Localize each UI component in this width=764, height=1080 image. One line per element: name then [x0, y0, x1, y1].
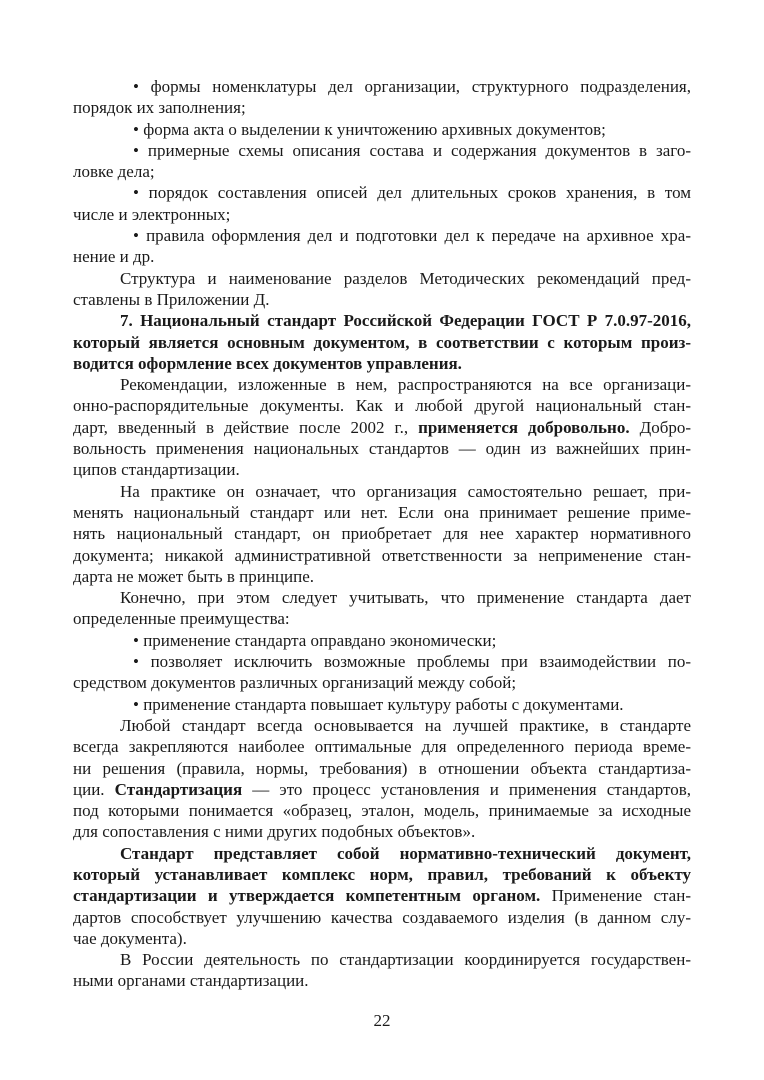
text: средством документов различных организаций между собой;: [73, 673, 517, 693]
paragraph: [73, 715, 691, 843]
paragraph: [73, 268, 691, 311]
text: Рекомендации, изложенные в нем, распространяются на все организаци-: [120, 375, 691, 395]
text-line: [73, 907, 691, 928]
text-line: [73, 395, 691, 416]
text-line: [73, 949, 691, 970]
text: нять национальный стандарт, он приобретает для нее характер нормативного: [73, 524, 691, 544]
text-line: [73, 140, 691, 161]
text: менять национальный стандарт или нет. Если она принимает решение приме-: [73, 502, 691, 522]
paragraph: [73, 843, 691, 949]
text-line: [73, 694, 691, 715]
text-line: [73, 481, 691, 502]
bold-text: который является основным документом, в соответствии с которым произ-: [73, 332, 691, 352]
text: • форма акта о выделении к уничтожению архивных документов;: [133, 119, 606, 139]
text-line: [73, 566, 691, 587]
text-line: [73, 885, 691, 906]
text-line: [73, 843, 691, 864]
text: • порядок составления описей дел длительных сроков хранения, в том: [133, 183, 691, 203]
bullet-item: [73, 630, 691, 651]
bullet-item: [73, 182, 691, 225]
bold-text: Стандартизация: [114, 779, 243, 799]
text-line: [73, 76, 691, 97]
text-line: [73, 353, 691, 374]
text: • формы номенклатуры дел организации, структурного подразделения,: [133, 77, 691, 96]
bullet-item: [73, 225, 691, 268]
text: • правила оформления дел и подготовки дел к передаче на архивное хра-: [133, 226, 691, 246]
text: • позволяет исключить возможные проблемы при взаимодействии по-: [133, 652, 691, 672]
text-line: [73, 864, 691, 885]
text-line: [73, 523, 691, 544]
bold-text: водится оформление всех документов управления.: [73, 353, 462, 373]
text: Любой стандарт всегда основывается на лучшей практике, в стандарте: [120, 715, 691, 735]
text: онно-распорядительные документы. Как и любой другой национальный стан-: [73, 396, 691, 416]
text: определенные преимущества:: [73, 609, 290, 629]
paragraph: [73, 310, 691, 374]
bold-text: применяется добровольно.: [418, 417, 630, 437]
text: На практике он означает, что организация самостоятельно решает, при-: [120, 481, 691, 501]
text: всегда закрепляются наиболее оптимальные для определенного периода време-: [73, 737, 691, 757]
text-line: [73, 821, 691, 842]
bullet-item: [73, 140, 691, 183]
bullet-item: [73, 694, 691, 715]
text-line: [73, 800, 691, 821]
text: чае документа).: [73, 928, 187, 948]
text-line: [73, 587, 691, 608]
document-body: [73, 76, 691, 992]
text-line: [73, 161, 691, 182]
text-line: [73, 459, 691, 480]
text: • применение стандарта повышает культуру работы с документами.: [133, 694, 624, 714]
paragraph: [73, 587, 691, 630]
text-line: [73, 204, 691, 225]
text: ловке дела;: [73, 162, 155, 182]
text: ставлены в Приложении Д.: [73, 289, 270, 309]
text: Структура и наименование разделов Методических рекомендаций пред-: [120, 268, 691, 288]
text: вольность применения национальных стандартов — один из важнейших прин-: [73, 439, 691, 459]
text: ни решения (правила, нормы, требования) в отношении объекта стандартиза-: [73, 758, 691, 778]
text: нение и др.: [73, 247, 155, 267]
text-line: [73, 182, 691, 203]
text: документа; никакой административной ответственности за неприменение стан-: [73, 545, 691, 565]
text-line: [73, 268, 691, 289]
text-line: [73, 630, 691, 651]
text: ципов стандартизации.: [73, 460, 240, 480]
text-line: [73, 651, 691, 672]
text: ции.: [73, 779, 115, 799]
paragraph: [73, 481, 691, 587]
paragraph: [73, 374, 691, 480]
text: дарт, введенный в действие после 2002 г.,: [73, 417, 419, 437]
text: Добро-: [629, 417, 691, 437]
text-line: [73, 417, 691, 438]
text-line: [73, 779, 691, 800]
bold-text: который устанавливает комплекс норм, правил, требований к объекту: [73, 864, 691, 884]
text: дартов способствует улучшению качества создаваемого изделия (в данном слу-: [73, 907, 691, 927]
bold-text: стандартизации и утверждается компетентным органом.: [73, 886, 541, 906]
bullet-item: [73, 651, 691, 694]
text: В России деятельность по стандартизации координируется государствен-: [120, 950, 691, 970]
text: числе и электронных;: [73, 204, 231, 224]
text: дарта не может быть в принципе.: [73, 566, 315, 586]
text-line: [73, 310, 691, 331]
bullet-item: [73, 119, 691, 140]
bullet-item: [73, 76, 691, 119]
text-line: [73, 715, 691, 736]
text-line: [73, 97, 691, 118]
text-line: [73, 246, 691, 267]
text-line: [73, 545, 691, 566]
text: • применение стандарта оправдано экономически;: [133, 630, 497, 650]
text: ными органами стандартизации.: [73, 971, 309, 991]
text-line: [73, 970, 691, 991]
text: под которыми понимается «образец, эталон, модель, принимаемые за исходные: [73, 801, 691, 821]
text-line: [73, 289, 691, 310]
text-line: [73, 672, 691, 693]
text-line: [73, 225, 691, 246]
text: • примерные схемы описания состава и содержания документов в заго-: [133, 140, 691, 160]
text-line: [73, 928, 691, 949]
text-line: [73, 736, 691, 757]
text-line: [73, 608, 691, 629]
bold-text: Стандарт представляет собой нормативно-технический документ,: [120, 843, 691, 863]
text: Конечно, при этом следует учитывать, что применение стандарта дает: [120, 588, 691, 608]
text-line: [73, 374, 691, 395]
text: Применение стан-: [540, 886, 691, 906]
bold-text: 7. Национальный стандарт Российской Федерации ГОСТ Р 7.0.97-2016,: [120, 311, 691, 331]
paragraph: [73, 949, 691, 992]
text: — это процесс установления и применения стандартов,: [242, 779, 691, 799]
text-line: [73, 502, 691, 523]
text-line: [73, 438, 691, 459]
text-line: [73, 332, 691, 353]
page-number: 22: [373, 1011, 391, 1030]
text: порядок их заполнения;: [73, 98, 246, 118]
text: для сопоставления с ними других подобных объектов».: [73, 822, 476, 842]
text-line: [73, 758, 691, 779]
text-line: [73, 119, 691, 140]
